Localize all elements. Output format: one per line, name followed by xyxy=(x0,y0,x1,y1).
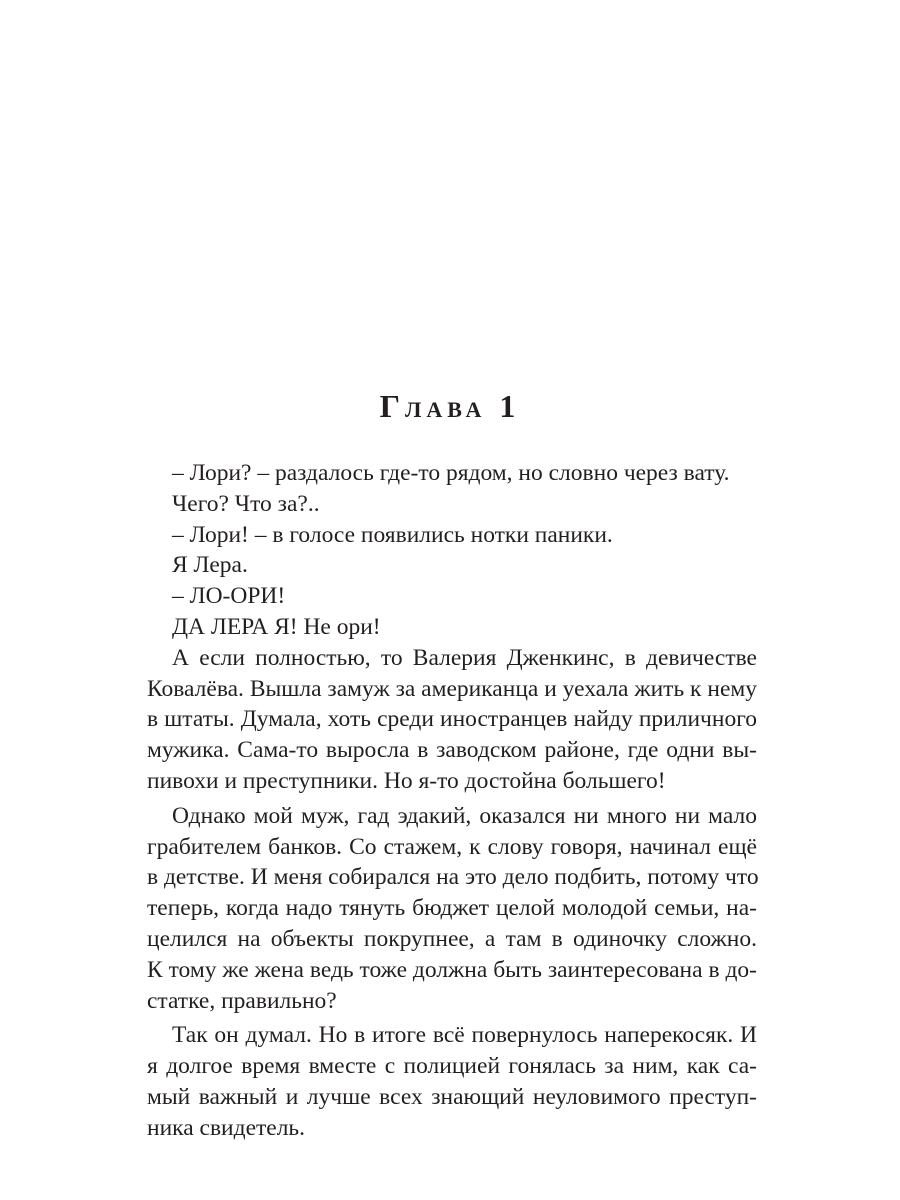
text-line: Так он думал. Но в итоге всё повернулось наперекосяк. И xyxy=(172,1022,757,1049)
text-line: ника свидетель. xyxy=(147,1114,306,1141)
chapter-text xyxy=(147,458,757,1144)
text-line: Чего? Что за?.. xyxy=(172,490,320,517)
text-line: ДА ЛЕРА Я! Не ори! xyxy=(172,613,381,640)
text-line: в штаты. Думала, хоть среди иностранцев найду приличного xyxy=(147,706,757,733)
text-line: К тому же жена ведь тоже должна быть заинтересована в до- xyxy=(147,956,757,983)
chapter-title: Глава 1 xyxy=(379,388,521,424)
text-line: в детстве. И меня собирался на это дело подбить, потому что xyxy=(147,864,759,891)
text-line: Однако мой муж, гад эдакий, оказался ни много ни мало xyxy=(172,802,757,829)
text-line: грабителем банков. Со стажем, к слову говоря, начинал ещё xyxy=(147,833,757,860)
text-line: статке, правильно? xyxy=(147,987,337,1014)
text-line: – Лори? – раздалось где-то рядом, но словно через вату. xyxy=(172,460,730,486)
text-line: А если полностью, то Валерия Дженкинс, в девичестве xyxy=(172,644,757,671)
text-line: пивохи и преступники. Но я-то достойна большего! xyxy=(147,767,666,794)
text-line: мужика. Сама-то выросла в заводском районе, где одни вы- xyxy=(147,737,757,764)
text-line: – Лори! – в голосе появились нотки паники. xyxy=(172,521,613,548)
text-line: Ковалёва. Вышла замуж за американца и уехала жить к нему xyxy=(147,675,757,702)
text-line: Я Лера. xyxy=(172,552,248,579)
text-line: целился на объекты покрупнее, а там в одиночку сложно. xyxy=(147,925,757,952)
text-line: мый важный и лучше всех знающий неуловимого преступ- xyxy=(147,1083,757,1110)
text-line: я долгое время вместе с полицией гонялась за ним, как са- xyxy=(147,1053,757,1080)
text-line: – ЛО-ОРИ! xyxy=(172,583,286,610)
text-line: теперь, когда надо тянуть бюджет целой молодой семьи, на- xyxy=(147,895,757,922)
